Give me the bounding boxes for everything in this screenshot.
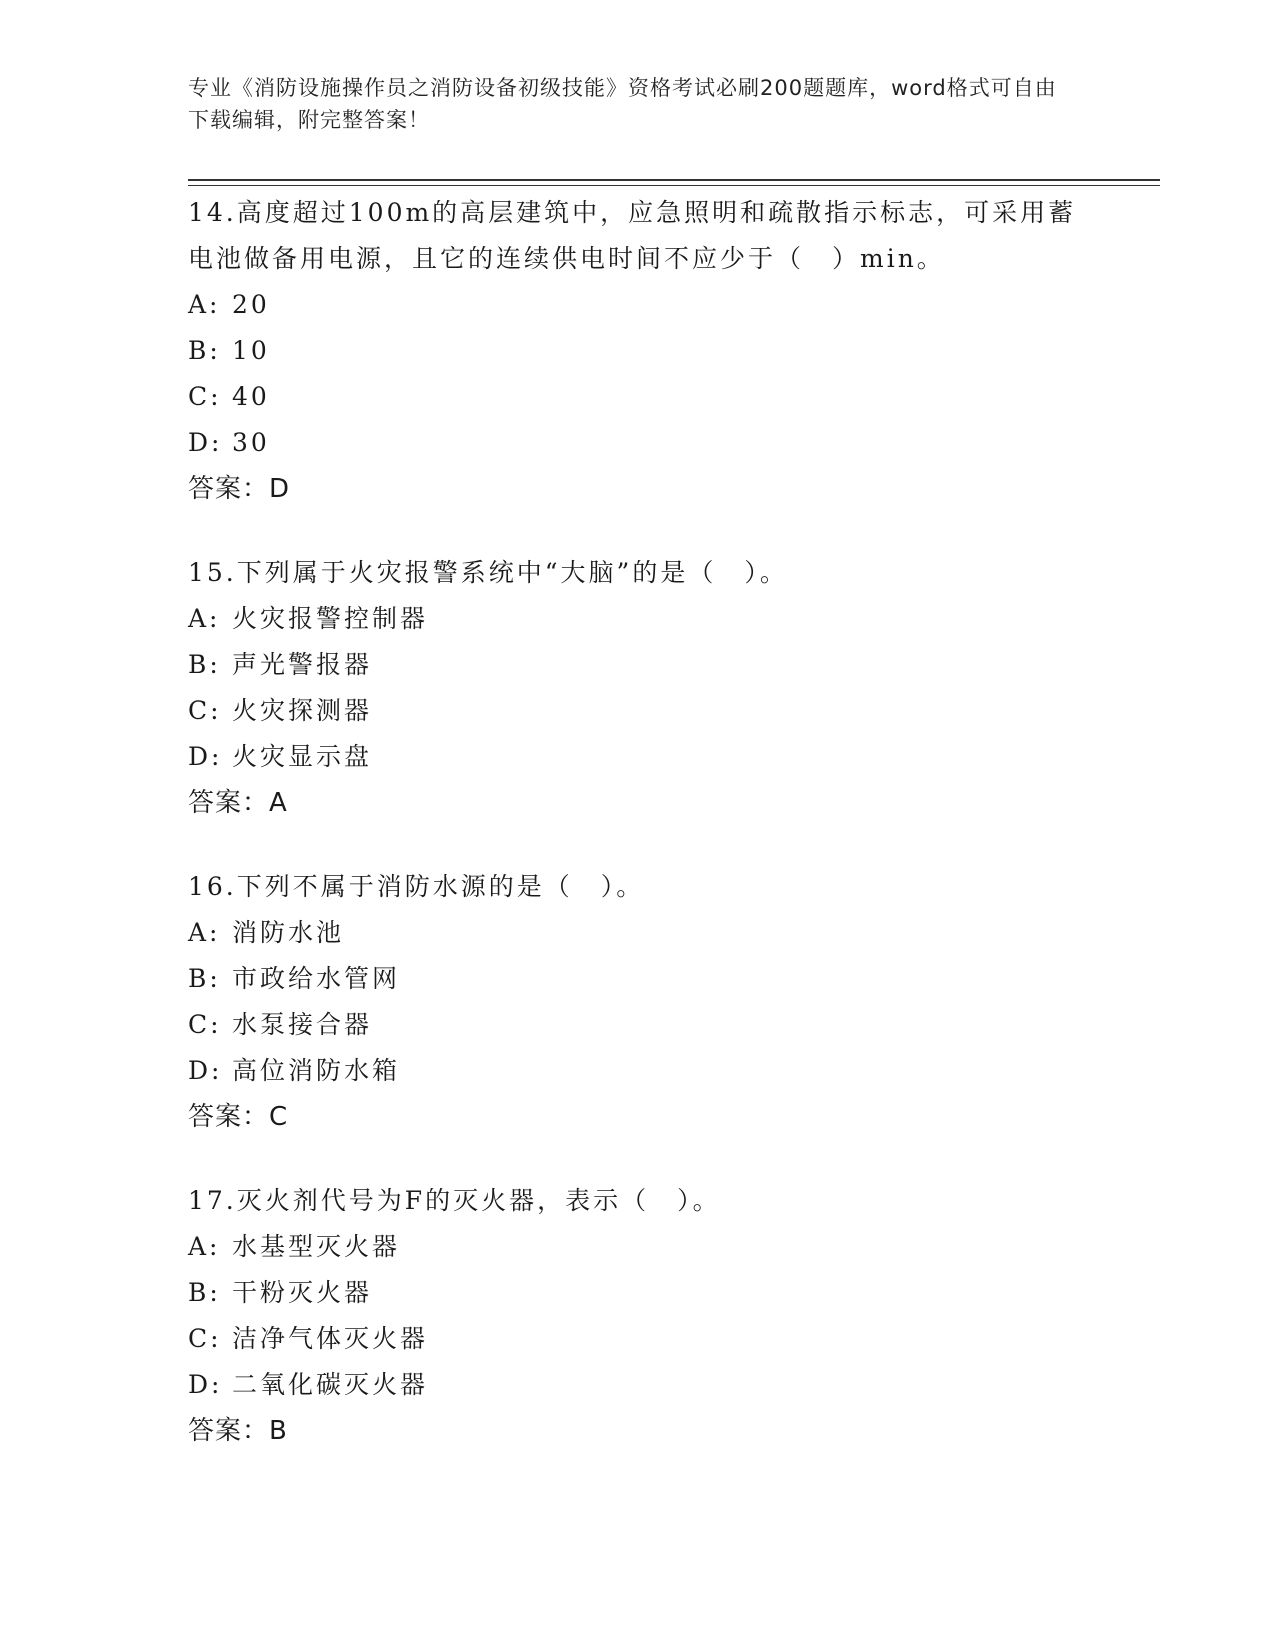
option-letter: D: xyxy=(188,428,223,457)
answer-line: 答案：D xyxy=(188,474,291,504)
option-text: 消防水池 xyxy=(232,918,345,947)
question-stem: 14.高度超过100m的高层建筑中，应急照明和疏散指示标志，可采用蓄电池做备用电源，且它的连续供电时间不应少于（ ）min。 xyxy=(188,198,1077,273)
question-17 xyxy=(188,1178,1088,1454)
option-letter: A: xyxy=(188,918,221,947)
option-letter: B: xyxy=(188,336,221,365)
option-letter: A: xyxy=(188,1232,221,1261)
option-text: 火灾显示盘 xyxy=(232,742,373,771)
option-text: 水基型灭火器 xyxy=(232,1232,401,1261)
option-a xyxy=(188,1224,1088,1270)
option-text: 洁净气体灭火器 xyxy=(232,1324,429,1353)
option-d xyxy=(188,1048,1088,1094)
option-text: 水泵接合器 xyxy=(232,1010,373,1039)
option-c xyxy=(188,688,1088,734)
option-letter: D: xyxy=(188,1370,223,1399)
option-letter: B: xyxy=(188,964,221,993)
document-header: 专业《消防设施操作员之消防设备初级技能》资格考试必刷200题题库，word格式可自由下载编辑，附完整答案！ xyxy=(188,76,1057,132)
option-letter: C: xyxy=(188,1010,222,1039)
option-letter: D: xyxy=(188,1056,223,1085)
header-divider-thin xyxy=(188,185,1160,186)
option-c xyxy=(188,1316,1088,1362)
option-text: 二氧化碳灭火器 xyxy=(232,1370,429,1399)
option-letter: C: xyxy=(188,696,222,725)
option-d xyxy=(188,1362,1088,1408)
option-text: 30 xyxy=(232,428,270,457)
question-15 xyxy=(188,550,1088,826)
option-d xyxy=(188,734,1088,780)
answer-line: 答案：B xyxy=(188,1416,288,1446)
question-14 xyxy=(188,190,1088,512)
option-b xyxy=(188,328,1088,374)
question-16 xyxy=(188,864,1088,1140)
option-letter: C: xyxy=(188,1324,222,1353)
question-stem: 16.下列不属于消防水源的是（ ）。 xyxy=(188,872,645,901)
option-text: 高位消防水箱 xyxy=(232,1056,401,1085)
option-text: 40 xyxy=(232,382,270,411)
option-text: 声光警报器 xyxy=(232,650,373,679)
option-b xyxy=(188,1270,1088,1316)
option-letter: A: xyxy=(188,290,221,319)
option-b xyxy=(188,956,1088,1002)
question-stem: 17.灭火剂代号为F的灭火器，表示（ ）。 xyxy=(188,1186,721,1215)
option-b xyxy=(188,642,1088,688)
option-letter: B: xyxy=(188,1278,221,1307)
option-letter: A: xyxy=(188,604,221,633)
question-stem: 15.下列属于火灾报警系统中“大脑”的是（ ）。 xyxy=(188,558,788,587)
option-letter: B: xyxy=(188,650,221,679)
option-letter: D: xyxy=(188,742,223,771)
option-text: 市政给水管网 xyxy=(232,964,401,993)
option-text: 20 xyxy=(232,290,270,319)
option-d xyxy=(188,420,1088,466)
option-text: 干粉灭火器 xyxy=(232,1278,373,1307)
answer-line: 答案：C xyxy=(188,1102,289,1132)
option-text: 火灾报警控制器 xyxy=(232,604,429,633)
option-c xyxy=(188,374,1088,420)
option-a xyxy=(188,910,1088,956)
option-a xyxy=(188,282,1088,328)
option-c xyxy=(188,1002,1088,1048)
option-text: 10 xyxy=(232,336,270,365)
option-letter: C: xyxy=(188,382,222,411)
option-a xyxy=(188,596,1088,642)
header-divider-thick xyxy=(188,179,1160,181)
option-text: 火灾探测器 xyxy=(232,696,373,725)
answer-line: 答案：A xyxy=(188,788,288,818)
question-list xyxy=(188,190,1088,1492)
